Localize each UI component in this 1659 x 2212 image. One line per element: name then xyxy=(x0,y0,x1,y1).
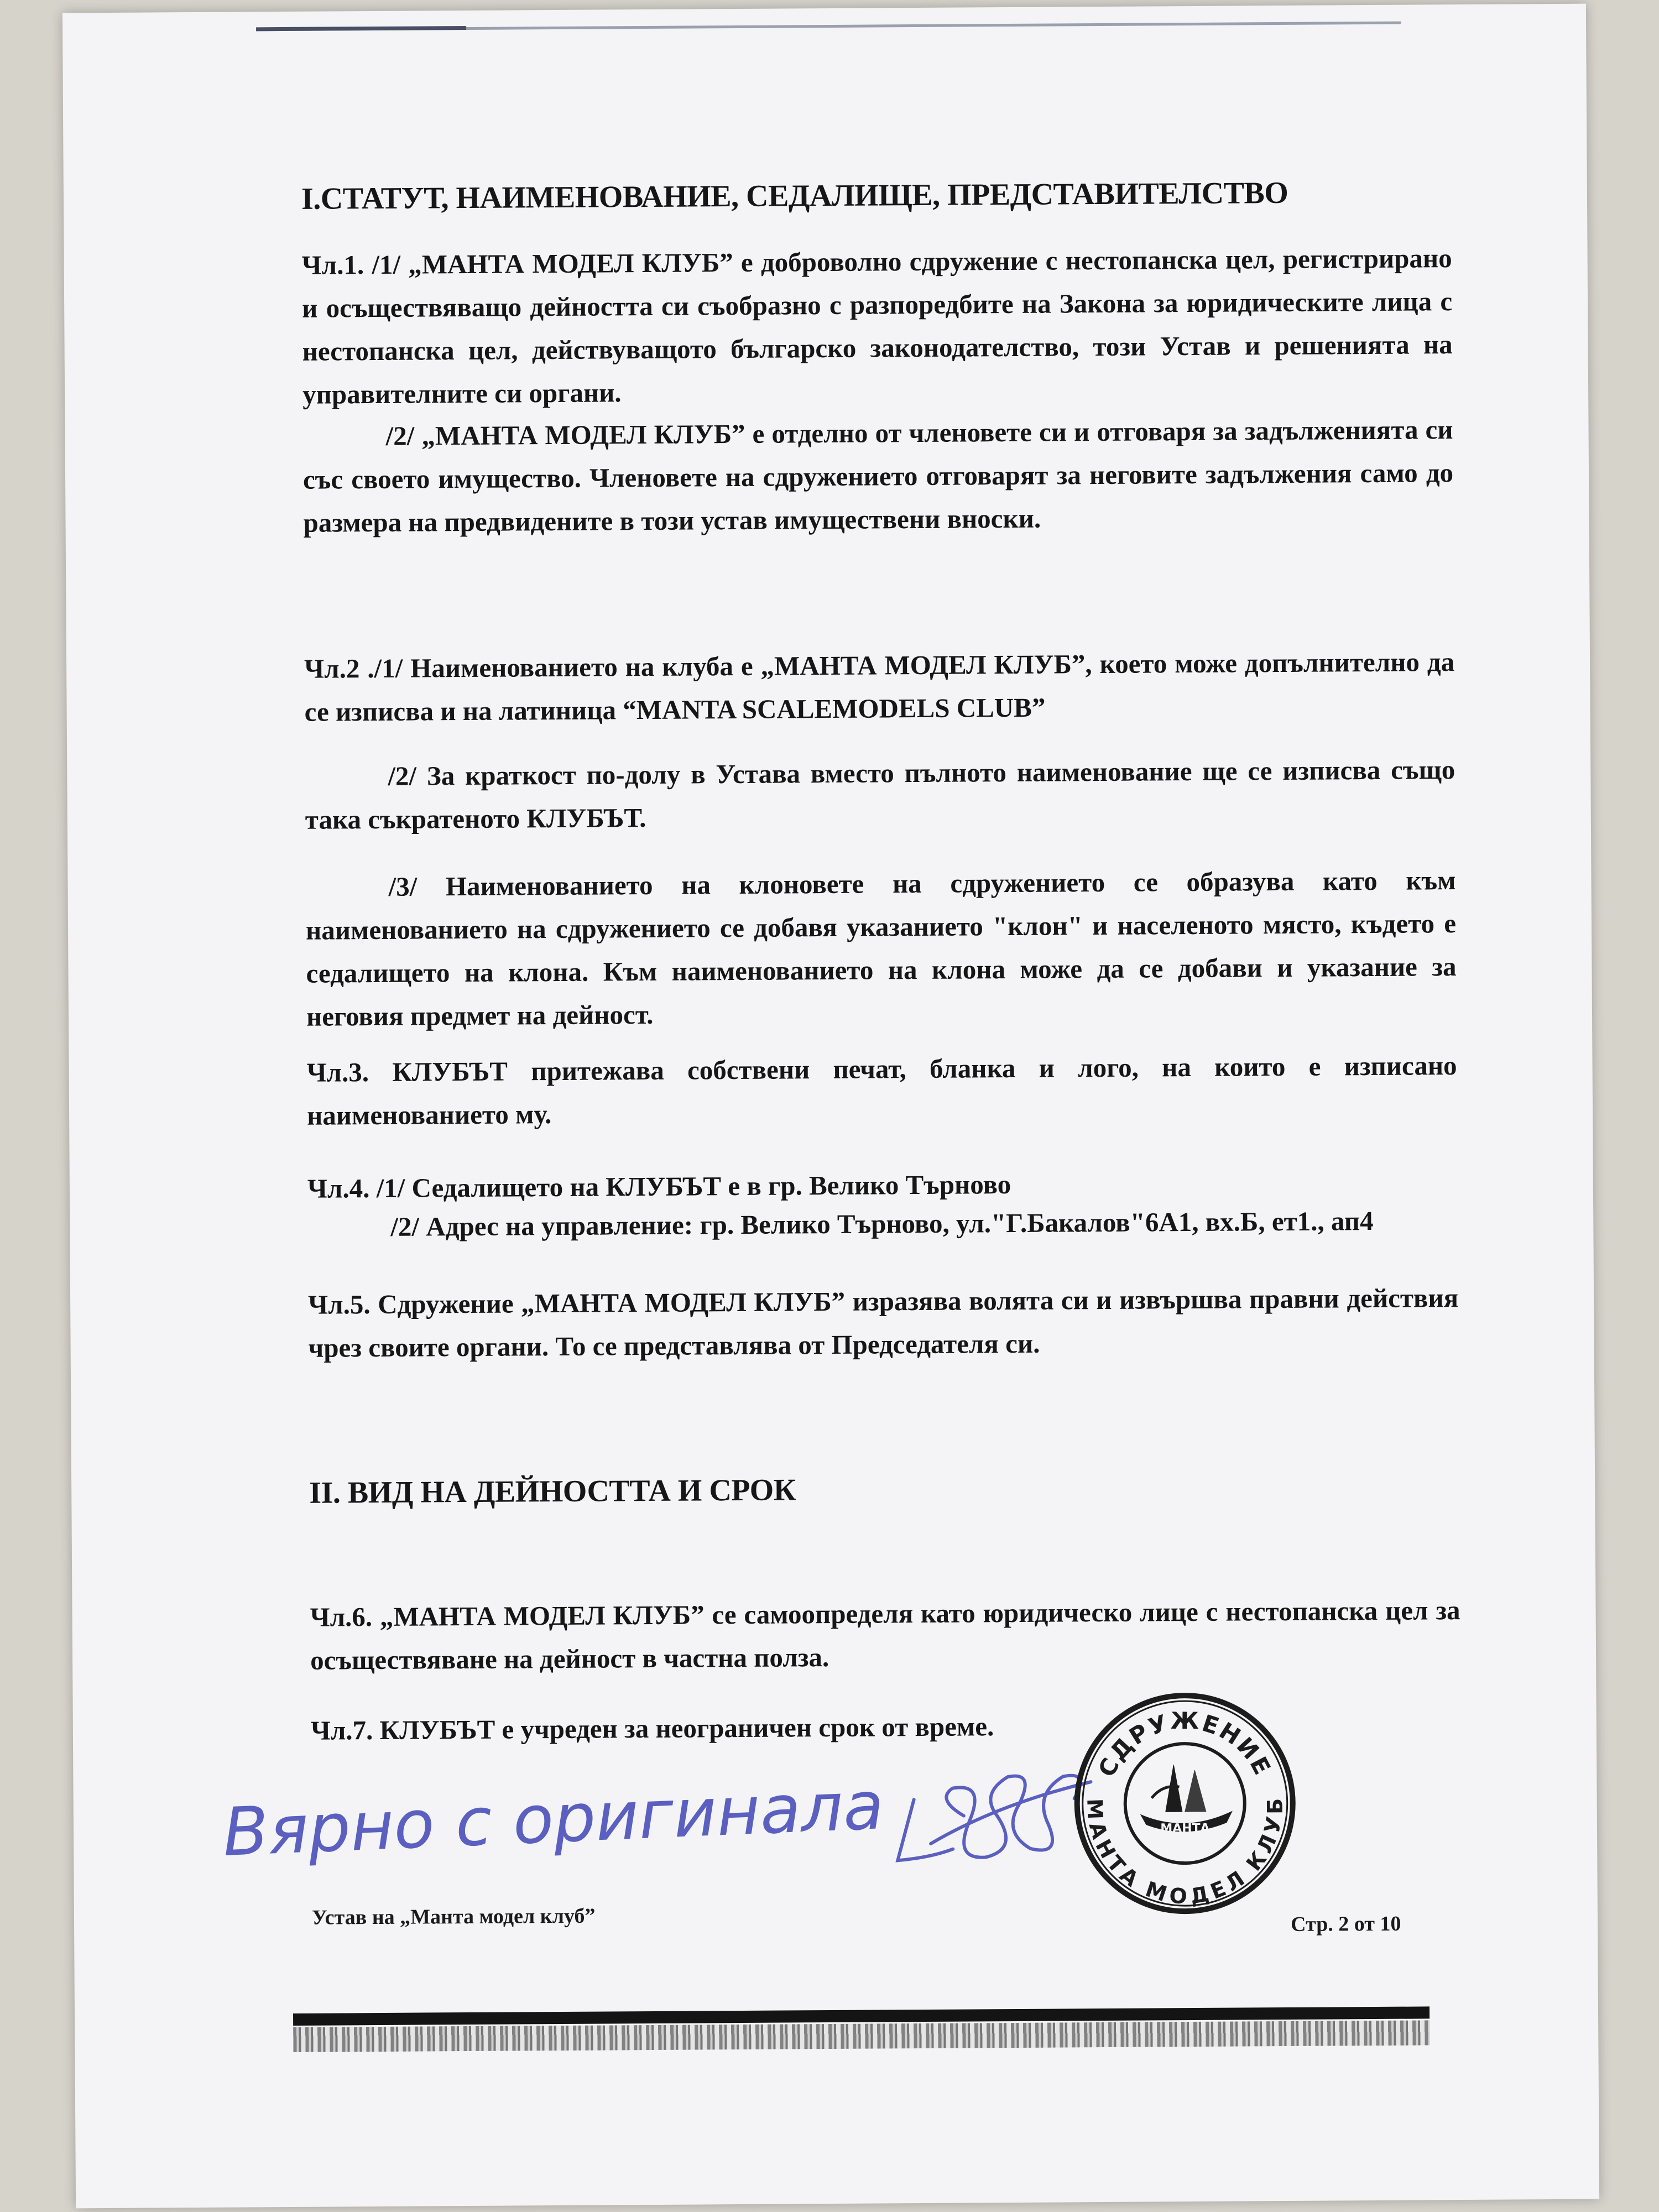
handwritten-note: Вярно с оригинала xyxy=(221,1767,885,1871)
seal-bottom-text: МАНТА МОДЕЛ КЛУБ xyxy=(1082,1797,1287,1909)
page-body xyxy=(300,4,1460,1746)
article-6: Чл.6. „МАНТА МОДЕЛ КЛУБ” се самоопределя като юридическо лице с нестопанска цел за осъществяване на дейност в частна полза. xyxy=(310,1595,1460,1676)
section-1-heading: I.СТАТУТ, НАИМЕНОВАНИЕ, СЕДАЛИЩЕ, ПРЕДСТАВИТЕЛСТВО xyxy=(301,175,1288,216)
footer-page-number: Стр. 2 от 10 xyxy=(1290,1912,1401,1936)
article-2-paragraph-2: /2/ За краткост по-долу в Устава вместо пълното наименование ще се изписва също така съкратеното КЛУБЪТ. xyxy=(305,754,1455,835)
article-1-paragraph-2: /2/ „МАНТА МОДЕЛ КЛУБ” е отделно от членовете си и отговаря за задълженията си със своето имущество. Членовете на сдружението отговарят за неговите задължения само до размера на предвидените в този устав имуществени вноски. xyxy=(302,414,1454,538)
handwritten-certification xyxy=(211,1738,1097,1909)
organization-seal xyxy=(1068,1687,1302,1921)
article-4-paragraph-1: Чл.4. /1/ Седалището на КЛУБЪТ е в гр. Велико Търново xyxy=(307,1169,1011,1204)
article-1-paragraph-1: Чл.1. /1/ „МАНТА МОДЕЛ КЛУБ” е доброволно сдружение с нестопанска цел, регистрирано и осъществяващо дейността си съобразно с разпоредбите на Закона за юридическите лица с нестопанска цел, действуващото българско законодателство, този Устав и решенията на управителните си органи. xyxy=(301,243,1453,410)
article-7: Чл.7. КЛУБЪТ е учреден за неограничен срок от време. xyxy=(310,1711,994,1746)
signature-icon xyxy=(897,1775,1091,1860)
document-page xyxy=(62,4,1599,2209)
scan-artifact-strip xyxy=(293,2020,1430,2052)
footer-document-title: Устав на „Манта модел клуб” xyxy=(311,1904,596,1929)
section-2-heading: II. ВИД НА ДЕЙНОСТТА И СРОК xyxy=(309,1473,796,1510)
seal-top-text: СДРУЖЕНИЕ xyxy=(1093,1707,1277,1782)
article-2-paragraph-1: Чл.2 ./1/ Наименованието на клуба е „МАНТА МОДЕЛ КЛУБ”, което може допълнително да се изписва и на латиница “MANTA SCALEMODELS CLUB” xyxy=(304,646,1455,727)
article-3: Чл.3. КЛУБЪТ притежава собствени печат, бланка и лого, на които е изписано наименованието му. xyxy=(306,1050,1457,1131)
article-4-paragraph-2: /2/ Адрес на управление: гр. Велико Търново, ул."Г.Бакалов"6А1, вх.Б, ет1., ап4 xyxy=(390,1206,1374,1242)
article-5: Чл.5. Сдружение „МАНТА МОДЕЛ КЛУБ” изразява волята си и извършва правни действия чрез своите органи. То се представлява от Председателя си. xyxy=(308,1282,1459,1363)
top-divider-mark xyxy=(256,26,466,31)
seal-inner-text: МАНТА xyxy=(1160,1821,1210,1836)
article-2-paragraph-3: /3/ Наименованието на клоновете на сдружението се образува като към наименованието на сдружението се добавя указанието "клон" и населеното място, където е седалището на клона. Към наименованието на клона може да се добави и указание за неговия предмет на дейност. xyxy=(305,865,1457,1032)
